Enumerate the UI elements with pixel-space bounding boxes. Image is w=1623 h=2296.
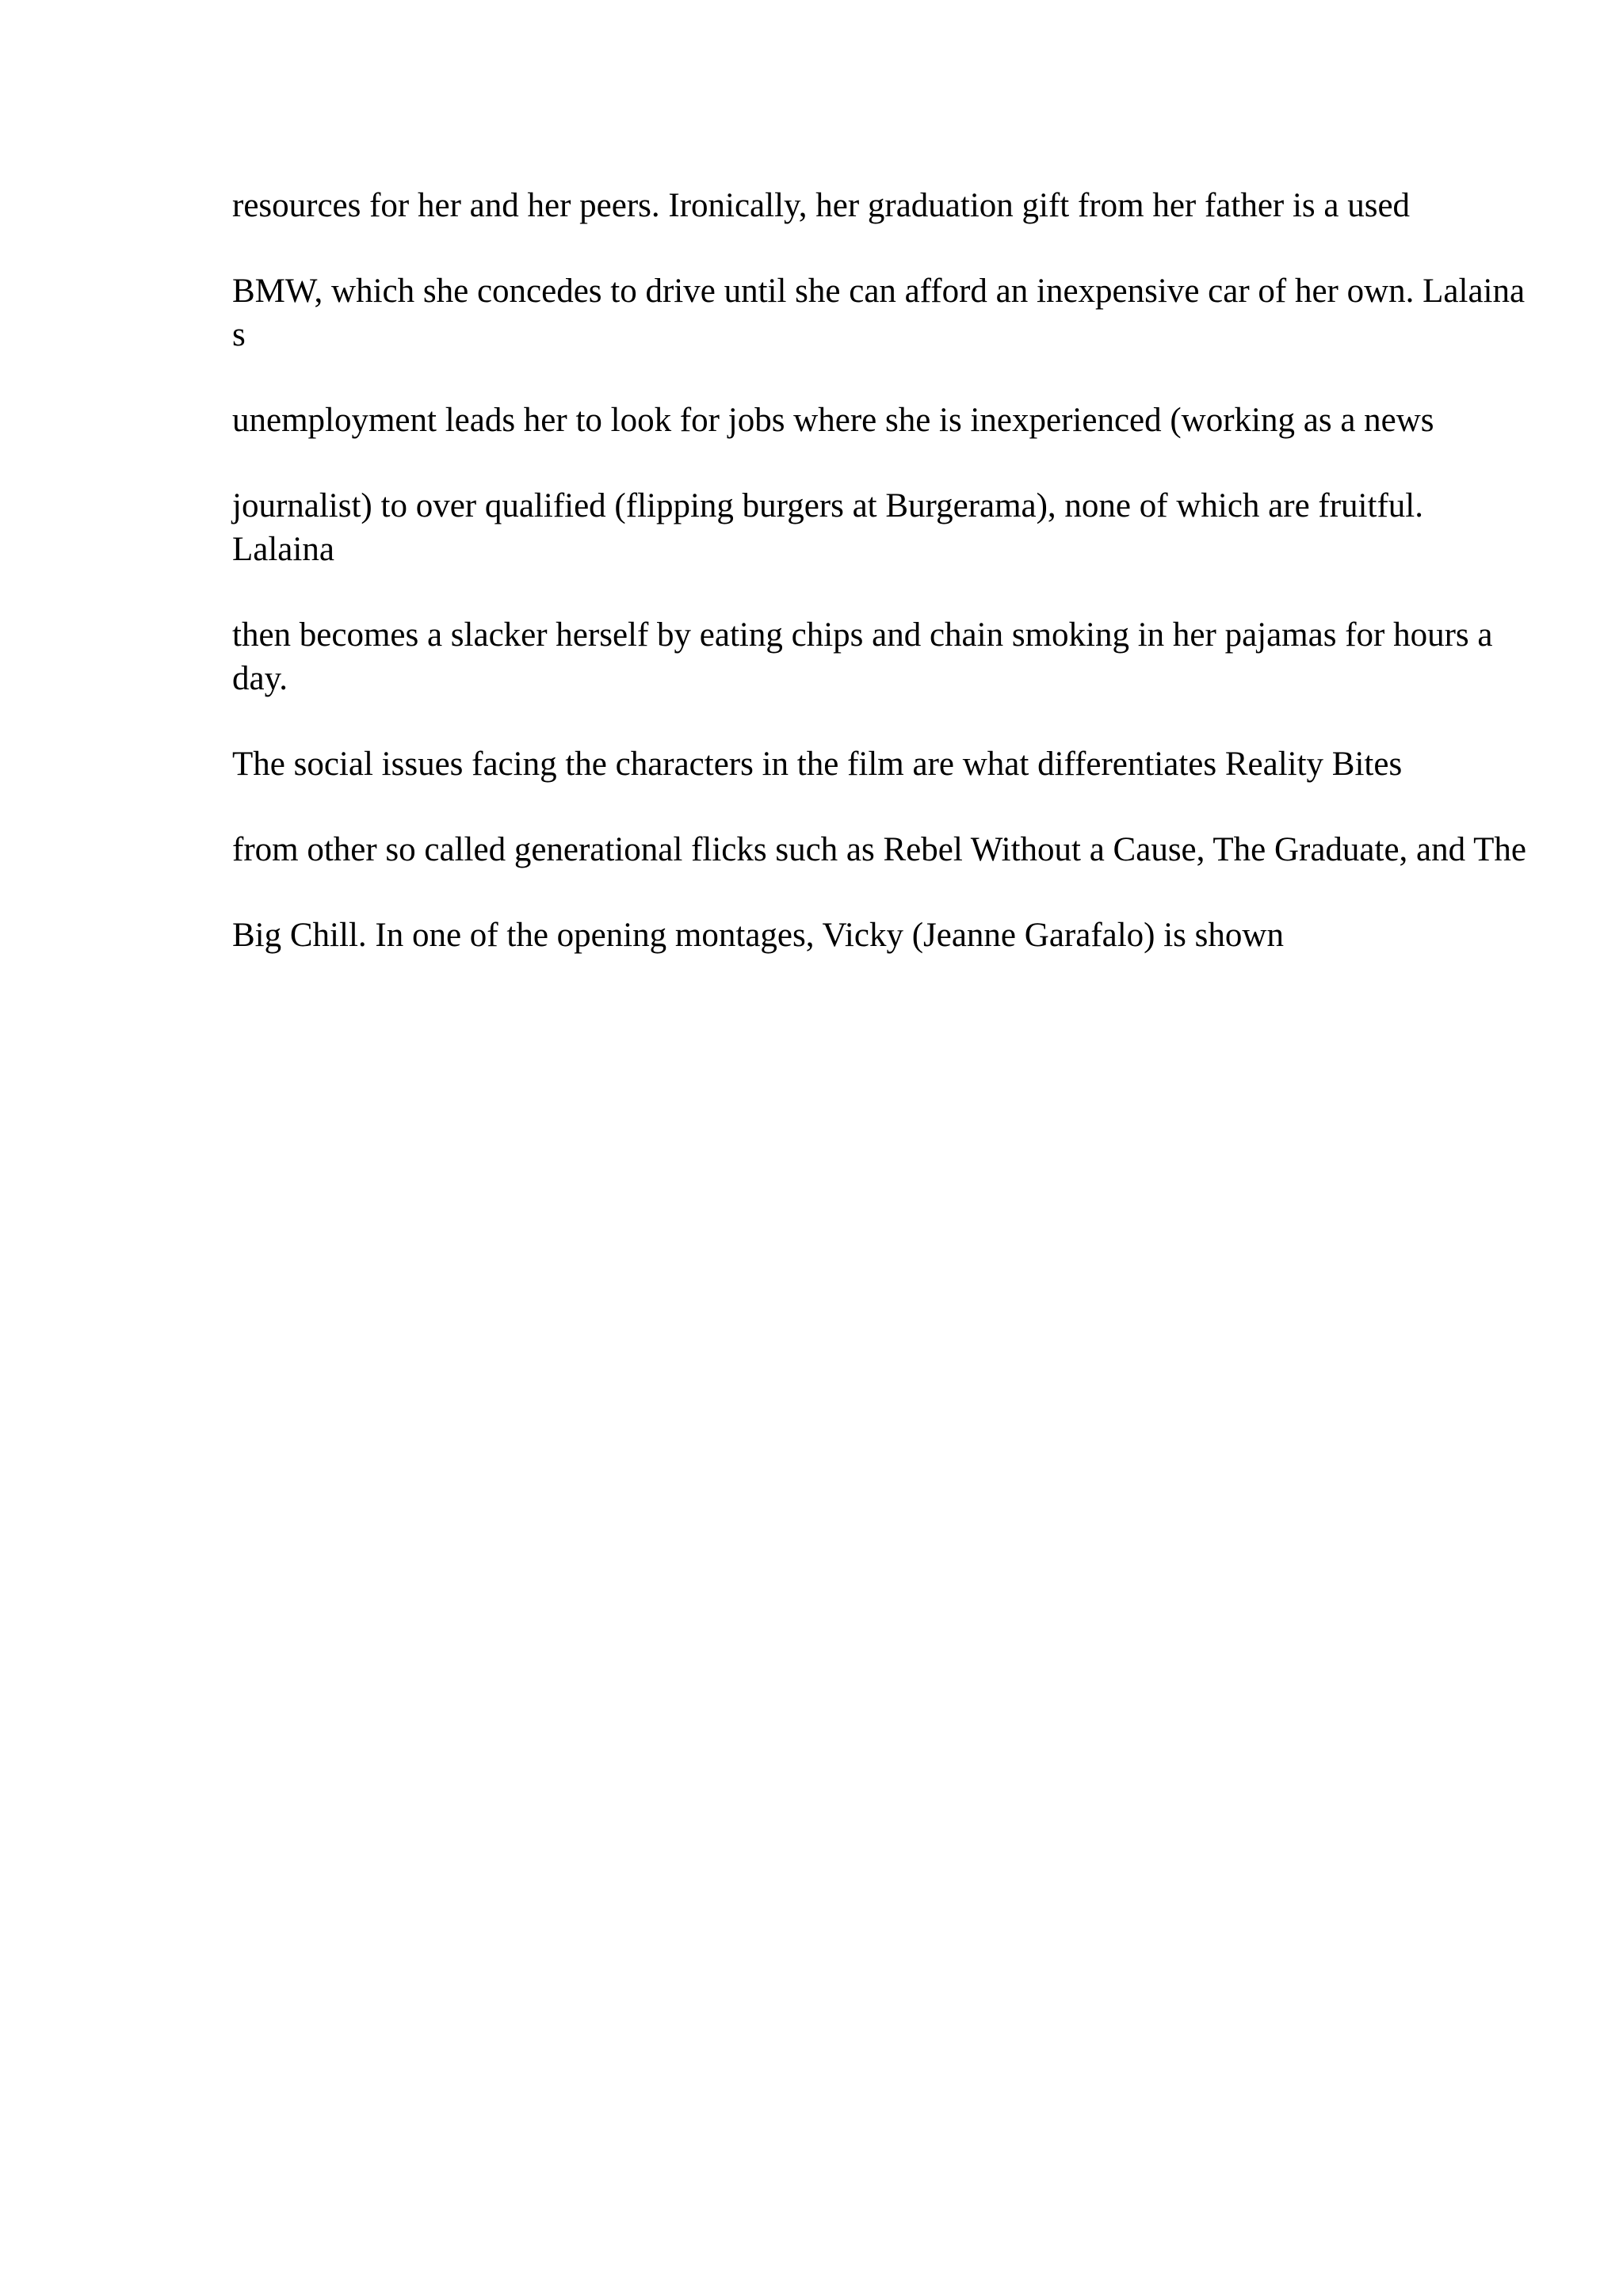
paragraph-2: BMW, which she concedes to drive until she can afford an inexpensive car of her own. Lalaina s	[232, 273, 1526, 353]
paragraph-5: then becomes a slacker herself by eating chips and chain smoking in her pajamas for hours a day.	[232, 616, 1493, 697]
paragraph-8: Big Chill. In one of the opening montages, Vicky (Jeanne Garafalo) is shown	[232, 917, 1284, 954]
paragraph-7: from other so called generational flicks such as Rebel Without a Cause, The Graduate, and The	[232, 831, 1526, 868]
paragraph-4: journalist) to over qualified (flipping burgers at Burgerama), none of which are fruitful. Lalaina	[232, 487, 1423, 568]
paragraph-6: The social issues facing the characters in the film are what differentiates Reality Bites	[232, 746, 1403, 783]
body-text	[232, 184, 1532, 999]
paragraph-1: resources for her and her peers. Ironically, her graduation gift from her father is a used	[232, 187, 1411, 224]
paragraph-3: unemployment leads her to look for jobs where she is inexperienced (working as a news	[232, 402, 1434, 439]
